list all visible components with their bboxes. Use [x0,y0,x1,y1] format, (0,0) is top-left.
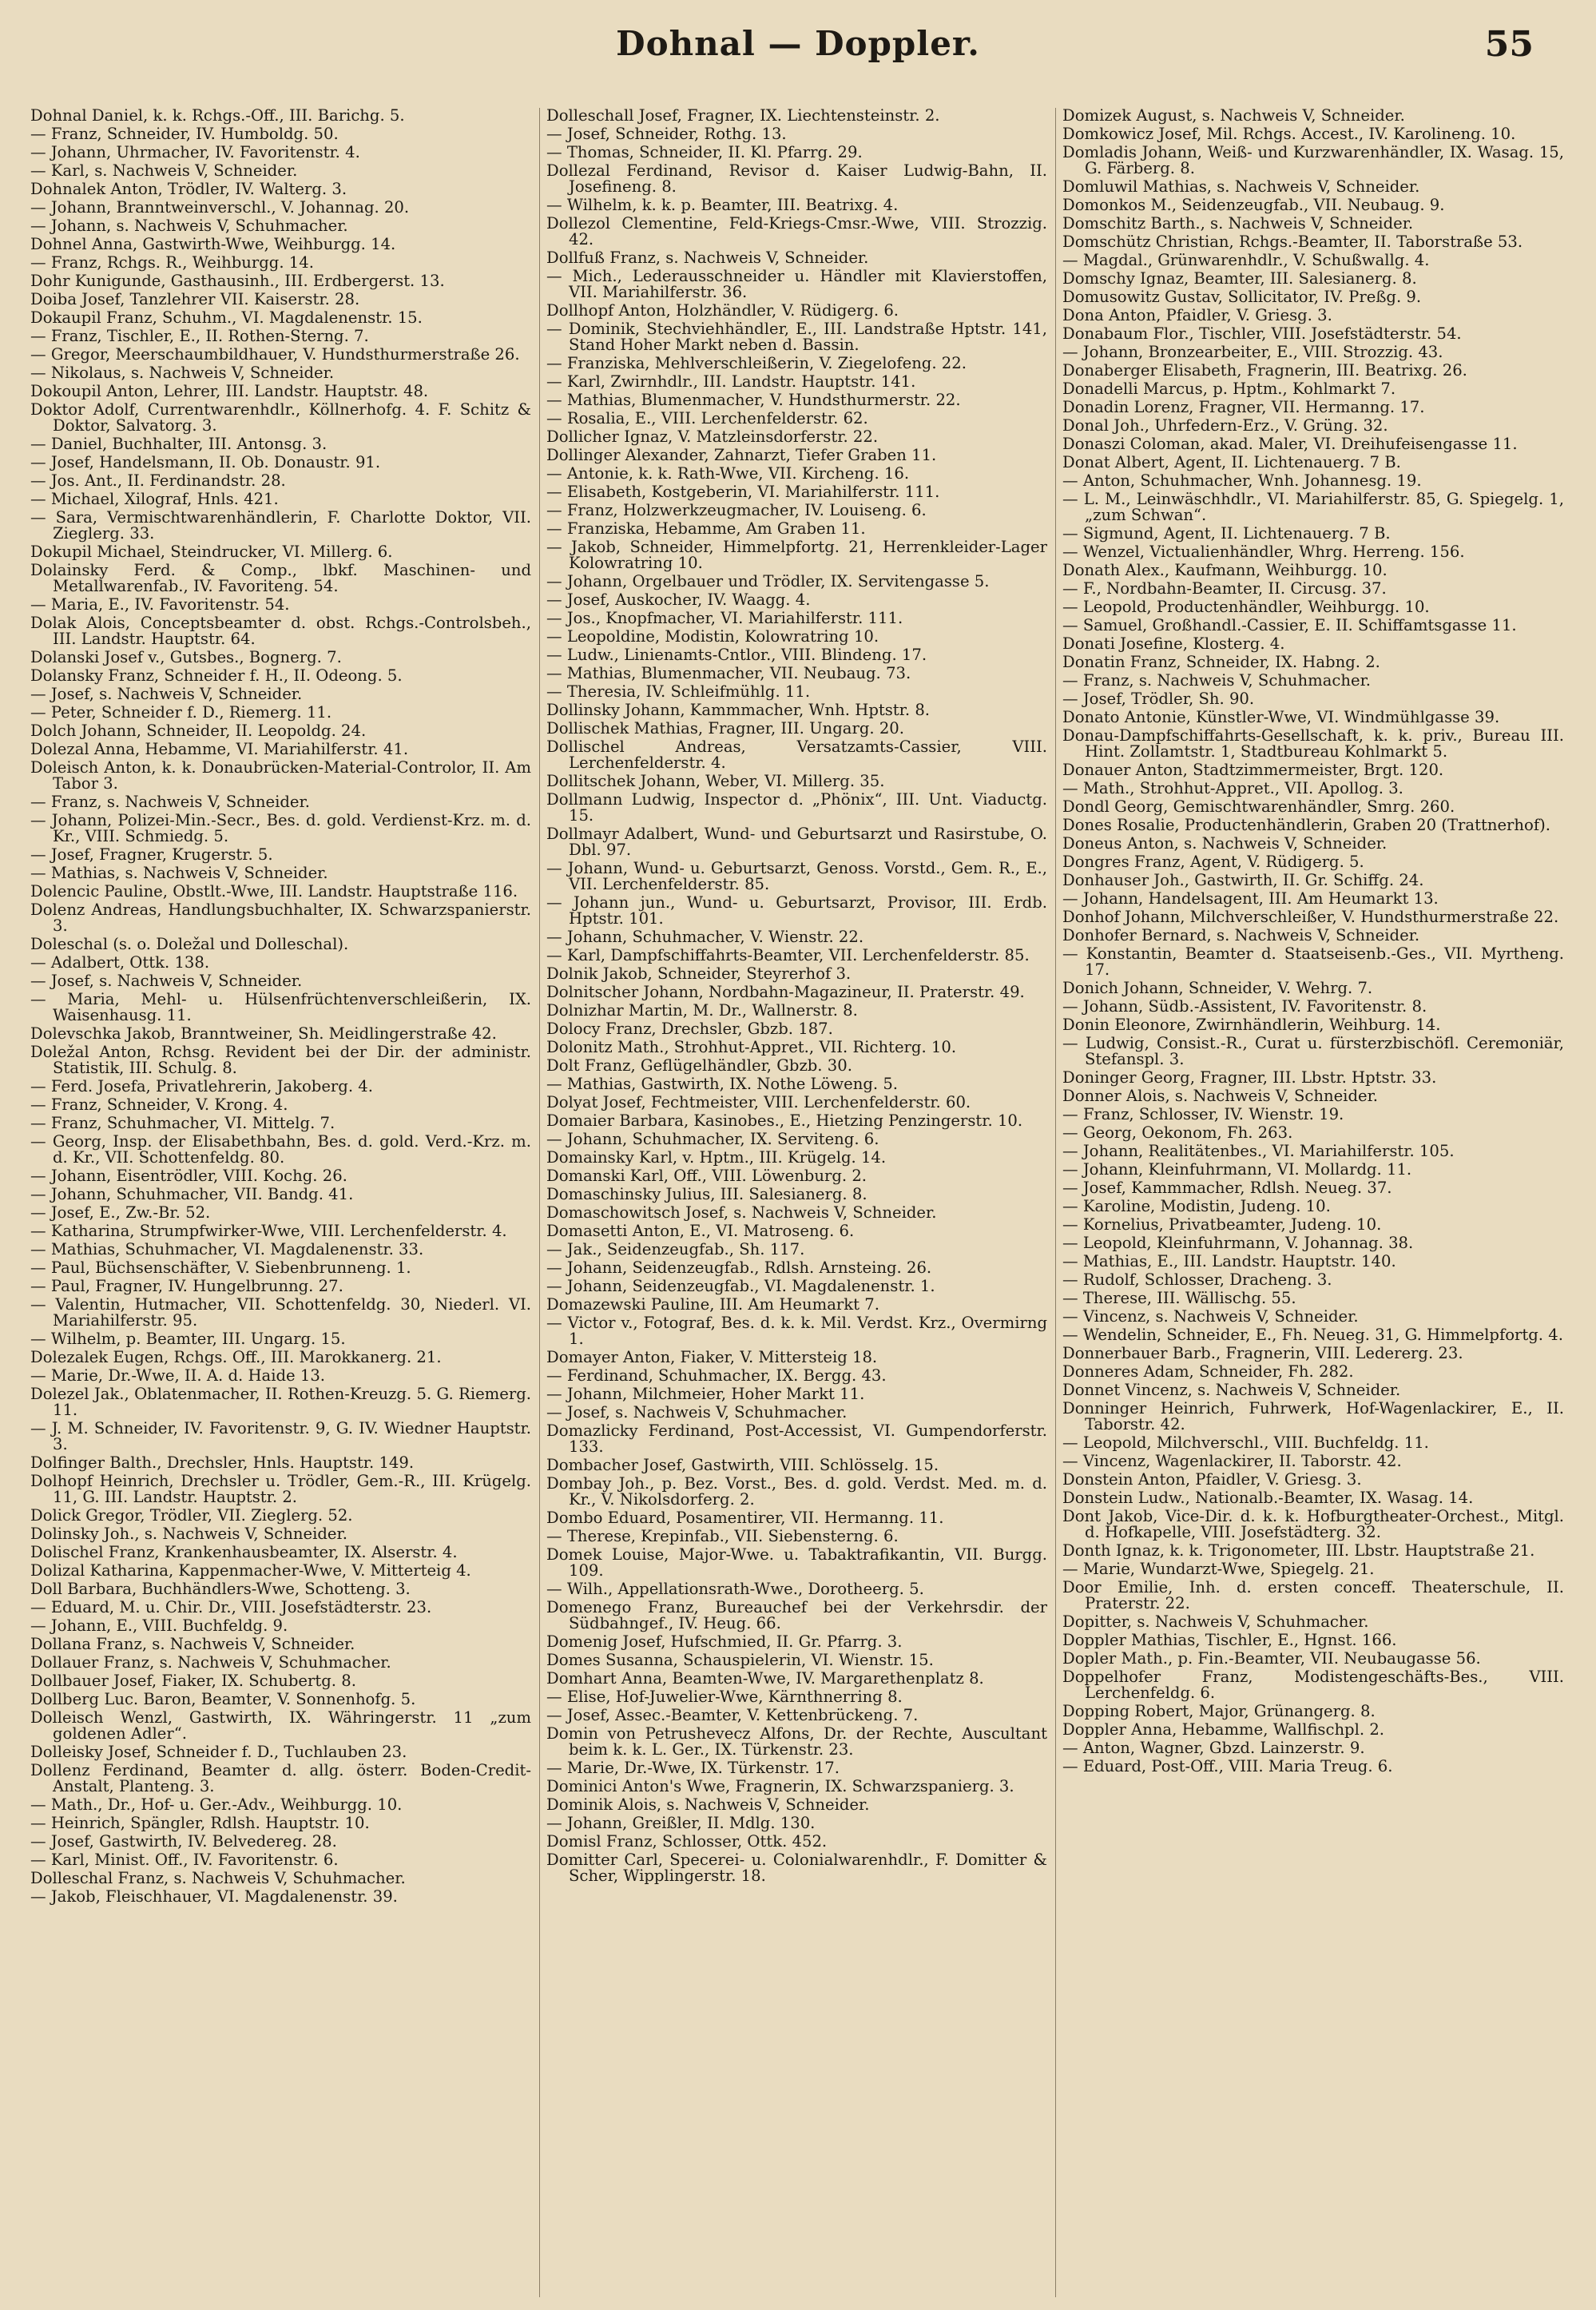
directory-entry: — Katharina, Strumpfwirker-Wwe, VIII. Lerchenfelderstr. 4. [30,1222,507,1240]
directory-entry: — Mathias, Gastwirth, IX. Nothe Löweng. 5. [546,1075,899,1093]
directory-entry: — Josef, Gastwirth, IV. Belvedereg. 28. [30,1832,337,1851]
directory-entry: — Johann, Wund- u. Geburtsarzt, Genoss. Vorstd., Gem. R., E., VII. Lerchenfelderstr. 85. [546,859,1047,893]
running-head: Dohnal — Doppler. [616,24,980,63]
directory-entry: — Paul, Fragner, IV. Hungelbrunng. 27. [30,1277,343,1295]
directory-entry: Domaschowitsch Josef, s. Nachweis V, Schneider. [546,1203,937,1222]
directory-entry: Dolleschal Franz, s. Nachweis V, Schuhmacher. [30,1869,406,1887]
directory-entry: — Jos. Ant., II. Ferdinandstr. 28. [30,471,286,490]
directory-entry: Donin Eleonore, Zwirnhändlerin, Weihburg. 14. [1062,1016,1441,1034]
directory-entry: Dombo Eduard, Posamentirer, VII. Hermanng. 11. [546,1509,944,1527]
directory-entry: — Paul, Büchsenschäfter, V. Siebenbrunneng. 1. [30,1258,411,1277]
directory-entry: Dolt Franz, Geflügelhändler, Gbzb. 30. [546,1056,852,1075]
column-2 [540,108,1056,2297]
directory-entry: — Josef, E., Zw.-Br. 52. [30,1203,211,1222]
directory-entry: — Karl, Dampfschiffahrts-Beamter, VII. Lerchenfelderstr. 85. [546,946,1030,964]
directory-entry: Dolleschall Josef, Fragner, IX. Liechtensteinstr. 2. [546,108,940,125]
directory-entry: — Franz, Rchgs. R., Weihburgg. 14. [30,253,314,272]
directory-entry: — Johann jun., Wund- u. Geburtsarzt, Provisor, III. Erdb. Hptstr. 101. [546,893,1047,928]
directory-entry: Domainsky Karl, v. Hptm., III. Krügelg. 14. [546,1148,887,1167]
directory-entry: — Josef, s. Nachweis V, Schneider. [30,685,303,703]
directory-entry: Domin von Petrushevecz Alfons, Dr. der Rechte, Auscultant beim k. k. L. Ger., IX. Türkenstr. 23. [546,1724,1047,1759]
directory-entry: — Franziska, Mehlverschleißerin, V. Ziegelofeng. 22. [546,354,967,372]
directory-entry: Domazlicky Ferdinand, Post-Accessist, VI. Gumpendorferstr. 133. [546,1421,1047,1456]
directory-entry: — Samuel, Großhandl.-Cassier, E. II. Schiffamtsgasse 11. [1062,616,1517,634]
directory-entry: Dohnel Anna, Gastwirth-Wwe, Weihburgg. 14. [30,235,396,253]
directory-entry: Dolanski Josef v., Gutsbes., Bognerg. 7. [30,648,342,666]
directory-entry: Dopping Robert, Major, Grünangerg. 8. [1062,1702,1376,1720]
directory-entry: Donhof Johann, Milchverschleißer, V. Hundsthurmerstraße 22. [1062,908,1559,926]
directory-entry: Dones Rosalie, Productenhändlerin, Graben 20 (Trattnerhof). [1062,816,1550,834]
directory-entry: — Mathias, Blumenmacher, VII. Neubaug. 73. [546,664,911,682]
directory-entry: Donnerbauer Barb., Fragnerin, VIII. Ledererg. 23. [1062,1344,1463,1362]
directory-entry: — Leopoldine, Modistin, Kolowratring 10. [546,627,879,646]
directory-entry: Doleisch Anton, k. k. Donaubrücken-Material-Controlor, II. Am Tabor 3. [30,758,531,793]
directory-entry: — F., Nordbahn-Beamter, II. Circusg. 37. [1062,579,1387,598]
directory-columns [24,108,1574,2297]
directory-entry: Dolnizhar Martin, M. Dr., Wallnerstr. 8. [546,1001,858,1020]
directory-entry: Dolyat Josef, Fechtmeister, VIII. Lerchenfelderstr. 60. [546,1093,971,1111]
directory-entry: Dolezel Jak., Oblatenmacher, II. Rothen-Kreuzg. 5. G. Riemerg. 11. [30,1385,531,1419]
directory-entry: Doppler Anna, Hebamme, Wallfischpl. 2. [1062,1720,1385,1739]
directory-entry: Doleschal (s. o. Doležal und Dolleschal). [30,935,349,953]
directory-entry: — Marie, Dr.-Wwe, II. A. d. Haide 13. [30,1366,326,1385]
directory-entry: — L. M., Leinwäschhdlr., VI. Mariahilferstr. 85, G. Spiegelg. 1, „zum Schwan“. [1062,490,1564,524]
directory-entry: Donadelli Marcus, p. Hptm., Kohlmarkt 7. [1062,380,1396,398]
directory-entry: — Mathias, Schuhmacher, VI. Magdalenenstr. 33. [30,1240,424,1258]
directory-entry: Doll Barbara, Buchhändlers-Wwe, Schotteng. 3. [30,1580,411,1598]
directory-entry: Donauer Anton, Stadtzimmermeister, Brgt. 120. [1062,761,1444,779]
directory-entry: — Daniel, Buchhalter, III. Antonsg. 3. [30,435,328,453]
directory-entry: Dolainsky Ferd. & Comp., lbkf. Maschinen- und Metallwarenfab., IV. Favoriteng. 54. [30,561,531,595]
directory-entry: — Josef, Handelsmann, II. Ob. Donaustr. 91. [30,453,381,471]
directory-entry: Donal Joh., Uhrfedern-Erz., V. Grüng. 32. [1062,416,1388,435]
directory-entry: Dollischel Andreas, Versatzamts-Cassier, VIII. Lerchenfelderstr. 4. [546,738,1047,772]
directory-entry: — Leopold, Productenhändler, Weihburgg. 10. [1062,598,1430,616]
directory-entry: — Sigmund, Agent, II. Lichtenauerg. 7 B. [1062,524,1391,543]
directory-entry: Dolinsky Joh., s. Nachweis V, Schneider. [30,1525,347,1543]
directory-entry: — Johann, Polizei-Min.-Secr., Bes. d. gold. Verdienst-Krz. m. d. Kr., VIII. Schmiedg. 5. [30,811,531,845]
directory-entry: — Magdal., Grünwarenhdlr., V. Schußwallg. 4. [1062,251,1430,269]
directory-entry: — Wilh., Appellationsrath-Wwe., Dorotheerg. 5. [546,1580,924,1598]
directory-entry: — Karl, Zwirnhdlr., III. Landstr. Hauptstr. 141. [546,372,916,391]
directory-entry: — Valentin, Hutmacher, VII. Schottenfeldg. 30, Niederl. VI. Mariahilferstr. 95. [30,1295,531,1330]
directory-entry: — Victor v., Fotograf, Bes. d. k. k. Mil. Verdst. Krz., Overmirng 1. [546,1314,1047,1348]
directory-entry: Donstein Ludw., Nationalb.-Beamter, IX. Wasag. 14. [1062,1489,1474,1507]
directory-entry: — Michael, Xilograf, Hnls. 421. [30,490,279,508]
directory-entry: Dolhopf Heinrich, Drechsler u. Trödler, Gem.-R., III. Krügelg. 11, G. III. Landstr. Hauptstr. 2. [30,1472,531,1506]
directory-entry: Dolnik Jakob, Schneider, Steyrerhof 3. [546,964,852,983]
directory-entry: — Vincenz, s. Nachweis V, Schneider. [1062,1307,1359,1326]
directory-entry: Domayer Anton, Fiaker, V. Mittersteig 18. [546,1348,878,1366]
directory-entry: Donaszi Coloman, akad. Maler, VI. Dreihufeisengasse 11. [1062,435,1518,453]
directory-entry: Dolak Alois, Conceptsbeamter d. obst. Rchgs.-Controlsbeh., III. Landstr. Hauptstr. 64. [30,614,531,648]
directory-entry: Dominik Alois, s. Nachweis V, Schneider. [546,1795,870,1814]
directory-entry: — Josef, s. Nachweis V, Schneider. [30,972,303,990]
directory-entry: Dolezal Anna, Hebamme, VI. Mariahilferstr. 41. [30,740,409,758]
directory-entry: — Jak., Seidenzeugfab., Sh. 117. [546,1240,805,1258]
directory-entry: Domanski Karl, Off., VIII. Löwenburg. 2. [546,1167,867,1185]
directory-entry: Donstein Anton, Pfaidler, V. Griesg. 3. [1062,1470,1362,1489]
directory-entry: Domenig Josef, Hufschmied, II. Gr. Pfarrg. 3. [546,1632,903,1651]
directory-entry: — Josef, Kammmacher, Rdlsh. Neueg. 37. [1062,1179,1392,1197]
directory-entry: Dokupil Michael, Steindrucker, VI. Millerg. 6. [30,543,393,561]
directory-entry: — Heinrich, Spängler, Rdlsh. Hauptstr. 10. [30,1814,370,1832]
directory-entry: Donaberger Elisabeth, Fragnerin, III. Beatrixg. 26. [1062,361,1467,380]
directory-entry: — Franziska, Hebamme, Am Graben 11. [546,519,866,538]
directory-entry: — Ludwig, Consist.-R., Curat u. fürsterzbischöfl. Ceremoniär, Stefanspl. 3. [1062,1034,1564,1068]
directory-entry: — Josef, Schneider, Rothg. 13. [546,125,787,143]
directory-entry: — Ferd. Josefa, Privatlehrerin, Jakoberg. 4. [30,1077,373,1095]
directory-entry: Dollezol Clementine, Feld-Kriegs-Cmsr.-Wwe, VIII. Strozzig. 42. [546,214,1047,248]
directory-entry: Dolezalek Eugen, Rchgs. Off., III. Marokkanerg. 21. [30,1348,442,1366]
directory-entry: — Elise, Hof-Juwelier-Wwe, Kärnthnerring 8. [546,1688,903,1706]
directory-entry: Dokaupil Franz, Schuhm., VI. Magdalenenstr. 15. [30,308,423,327]
directory-entry: — Konstantin, Beamter d. Staatseisenb.-Ges., VII. Myrtheng. 17. [1062,944,1564,979]
directory-entry: Donati Josefine, Klosterg. 4. [1062,634,1285,653]
directory-entry: — Mich., Lederausschneider u. Händler mit Klavierstoffen, VII. Mariahilferstr. 36. [546,267,1047,301]
directory-entry: Doppelhofer Franz, Modistengeschäfts-Bes., VIII. Lerchenfeldg. 6. [1062,1668,1564,1702]
directory-entry: — Anton, Schuhmacher, Wnh. Johannesg. 19. [1062,471,1422,490]
directory-entry: — Leopold, Kleinfuhrmann, V. Johannag. 38. [1062,1234,1414,1252]
directory-entry: — Eduard, M. u. Chir. Dr., VIII. Josefstädterstr. 23. [30,1598,432,1616]
directory-entry: Domladis Johann, Weiß- und Kurzwarenhändler, IX. Wasag. 15, G. Färberg. 8. [1062,143,1564,177]
directory-entry: Domek Louise, Major-Wwe. u. Tabaktrafikantin, VII. Burgg. 109. [546,1545,1047,1580]
directory-entry: Dollezal Ferdinand, Revisor d. Kaiser Ludwig-Bahn, II. Josefineng. 8. [546,161,1047,196]
directory-entry: Dollhopf Anton, Holzhändler, V. Rüdigerg. 6. [546,301,899,320]
directory-entry: Dolansky Franz, Schneider f. H., II. Odeong. 5. [30,666,403,685]
directory-entry: — Johann, Greißler, II. Mdlg. 130. [546,1814,816,1832]
directory-entry: — Johann, Seidenzeugfab., Rdlsh. Arnsteing. 26. [546,1258,932,1277]
directory-entry: — Ludw., Linienamts-Cntlor., VIII. Blindeng. 17. [546,646,927,664]
directory-entry: Dohnal Daniel, k. k. Rchgs.-Off., III. Barichg. 5. [30,108,405,125]
directory-entry: — Johann, Kleinfuhrmann, VI. Mollardg. 11. [1062,1160,1412,1179]
directory-entry: Dont Jakob, Vice-Dir. d. k. k. Hofburgtheater-Orchest., Mitgl. d. Hofkapelle, VIII. Josefstädterg. 32. [1062,1507,1564,1541]
directory-entry: — Therese, III. Wällischg. 55. [1062,1289,1296,1307]
column-3 [1056,108,1572,2297]
directory-entry: Dolleisky Josef, Schneider f. D., Tuchlauben 23. [30,1743,407,1761]
directory-entry: Dolizal Katharina, Kappenmacher-Wwe, V. Mitterteig 4. [30,1561,471,1580]
directory-entry: Donau-Dampfschiffahrts-Gesellschaft, k. k. priv., Bureau III. Hint. Zollamtstr. 1, Stadtbureau Kohlmarkt 5. [1062,726,1564,761]
directory-entry: Doležal Anton, Rchsg. Revident bei der Dir. der administr. Statistik, III. Schulg. 8. [30,1043,531,1077]
directory-entry: — Johann, Schuhmacher, IX. Serviteng. 6. [546,1130,879,1148]
directory-entry: — Dominik, Stechviehhändler, E., III. Landstraße Hptstr. 141, Stand Hoher Markt neben d. Bassin. [546,320,1047,354]
directory-entry: — Anton, Wagner, Gbzd. Lainzerstr. 9. [1062,1739,1365,1757]
directory-entry: Donadin Lorenz, Fragner, VII. Hermanng. 17. [1062,398,1425,416]
directory-entry: Door Emilie, Inh. d. ersten conceff. Theaterschule, II. Praterstr. 22. [1062,1578,1564,1612]
directory-entry: — Maria, Mehl- u. Hülsenfrüchtenverschleißerin, IX. Waisenhausg. 11. [30,990,531,1024]
directory-entry: Doiba Josef, Tanzlehrer VII. Kaiserstr. 28. [30,290,360,308]
directory-entry: — Jakob, Fleischhauer, VI. Magdalenenstr. 39. [30,1887,398,1906]
directory-entry: — Franz, Schneider, IV. Humboldg. 50. [30,125,339,143]
directory-entry: — Josef, Assec.-Beamter, V. Kettenbrückeng. 7. [546,1706,919,1724]
directory-entry: Donabaum Flor., Tischler, VIII. Josefstädterstr. 54. [1062,324,1462,343]
directory-entry: — Theresia, IV. Schleifmühlg. 11. [546,682,811,701]
directory-entry: — Franz, s. Nachweis V, Schneider. [30,793,310,811]
directory-entry: Domisl Franz, Schlosser, Ottk. 452. [546,1832,828,1851]
directory-entry: — Mathias, s. Nachweis V, Schneider. [30,864,328,882]
directory-entry: — Johann, Handelsagent, III. Am Heumarkt 13. [1062,889,1439,908]
directory-entry: Donner Alois, s. Nachweis V, Schneider. [1062,1087,1379,1105]
directory-entry: — Mathias, E., III. Landstr. Hauptstr. 140. [1062,1252,1396,1270]
directory-entry: — Wendelin, Schneider, E., Fh. Neueg. 31, G. Himmelpfortg. 4. [1062,1326,1563,1344]
directory-entry: Donnet Vincenz, s. Nachweis V, Schneider. [1062,1381,1401,1399]
directory-entry: Dollmayr Adalbert, Wund- und Geburtsarzt und Rasirstube, O. Dbl. 97. [546,825,1047,859]
directory-entry: Domschitz Barth., s. Nachweis V, Schneider. [1062,214,1414,233]
directory-entry: — Kornelius, Privatbeamter, Judeng. 10. [1062,1215,1382,1234]
directory-entry: — Marie, Dr.-Wwe, IX. Türkenstr. 17. [546,1759,840,1777]
directory-entry: Dollmann Ludwig, Inspector d. „Phönix“, III. Unt. Viaductg. 15. [546,790,1047,825]
directory-entry: Domluwil Mathias, s. Nachweis V, Schneider. [1062,177,1420,196]
directory-entry: Dominici Anton's Wwe, Fragnerin, IX. Schwarzspanierg. 3. [546,1777,1014,1795]
directory-entry: Domizek August, s. Nachweis V, Schneider. [1062,108,1405,125]
directory-entry: Donato Antonie, Künstler-Wwe, VI. Windmühlgasse 39. [1062,708,1500,726]
directory-entry: Dolch Johann, Schneider, II. Leopoldg. 24. [30,722,367,740]
directory-entry: Domschy Ignaz, Beamter, III. Salesianerg. 8. [1062,269,1417,288]
directory-entry: Dombacher Josef, Gastwirth, VIII. Schlösselg. 15. [546,1456,939,1474]
directory-entry: Domes Susanna, Schauspielerin, VI. Wienstr. 15. [546,1651,934,1669]
directory-entry: — Therese, Krepinfab., VII. Siebensterng. 6. [546,1527,899,1545]
directory-entry: — Antonie, k. k. Rath-Wwe, VII. Kircheng. 16. [546,464,910,483]
page-header [0,24,1596,96]
directory-entry: Donatin Franz, Schneider, IX. Habng. 2. [1062,653,1380,671]
directory-entry: Domazewski Pauline, III. Am Heumarkt 7. [546,1295,879,1314]
directory-entry: Dollfuß Franz, s. Nachweis V, Schneider. [546,248,869,267]
directory-entry: — J. M. Schneider, IV. Favoritenstr. 9, G. IV. Wiedner Hauptstr. 3. [30,1419,531,1453]
directory-entry: — Johann, Schuhmacher, V. Wienstr. 22. [546,928,864,946]
directory-entry: Dollicher Ignaz, V. Matzleinsdorferstr. 22. [546,427,879,446]
directory-entry: — Johann, E., VIII. Buchfeldg. 9. [30,1616,288,1635]
directory-entry: — Rosalia, E., VIII. Lerchenfelderstr. 62. [546,409,868,427]
directory-entry: — Ferdinand, Schuhmacher, IX. Bergg. 43. [546,1366,887,1385]
directory-entry: Dollischek Mathias, Fragner, III. Ungarg. 20. [546,719,904,738]
directory-entry: — Franz, Schlosser, IV. Wienstr. 19. [1062,1105,1344,1123]
directory-entry: Dolleisch Wenzl, Gastwirth, IX. Währingerstr. 11 „zum goldenen Adler“. [30,1708,531,1743]
directory-entry: Domenego Franz, Bureauchef bei der Verkehrsdir. der Südbahngef., IV. Heug. 66. [546,1598,1047,1632]
directory-entry: Domhart Anna, Beamten-Wwe, IV. Margarethenplatz 8. [546,1669,984,1688]
directory-entry: — Jakob, Schneider, Himmelpfortg. 21, Herrenkleider-Lager Kolowratring 10. [546,538,1047,572]
directory-entry: — Karl, s. Nachweis V, Schneider. [30,161,298,180]
directory-entry: — Johann, Uhrmacher, IV. Favoritenstr. 4. [30,143,360,161]
directory-entry: — Maria, E., IV. Favoritenstr. 54. [30,595,290,614]
directory-entry: Dollitschek Johann, Weber, VI. Millerg. 35. [546,772,885,790]
directory-entry: — Josef, Auskocher, IV. Waagg. 4. [546,590,811,609]
directory-entry: Donhauser Joh., Gastwirth, II. Gr. Schiffg. 24. [1062,871,1424,889]
directory-entry: — Thomas, Schneider, II. Kl. Pfarrg. 29. [546,143,863,161]
directory-entry: — Sara, Vermischtwarenhändlerin, F. Charlotte Doktor, VII. Zieglerg. 33. [30,508,531,543]
directory-entry: Dolevschka Jakob, Branntweiner, Sh. Meidlingerstraße 42. [30,1024,497,1043]
directory-entry: — Karoline, Modistin, Judeng. 10. [1062,1197,1331,1215]
directory-entry: — Josef, Fragner, Krugerstr. 5. [30,845,273,864]
directory-entry: — Johann, Orgelbauer und Trödler, IX. Servitengasse 5. [546,572,990,590]
directory-entry: Dollberg Luc. Baron, Beamter, V. Sonnenhofg. 5. [30,1690,416,1708]
directory-entry: Dokoupil Anton, Lehrer, III. Landstr. Hauptstr. 48. [30,382,429,400]
directory-entry: Domonkos M., Seidenzeugfab., VII. Neubaug. 9. [1062,196,1445,214]
directory-entry: — Johann, Seidenzeugfab., VI. Magdalenenstr. 1. [546,1277,935,1295]
directory-entry: — Jos., Knopfmacher, VI. Mariahilferstr. 111. [546,609,903,627]
directory-entry: Dollinsky Johann, Kammmacher, Wnh. Hptstr. 8. [546,701,931,719]
directory-entry: Donhofer Bernard, s. Nachweis V, Schneider. [1062,926,1420,944]
directory-entry: — Eduard, Post-Off., VIII. Maria Treug. 6. [1062,1757,1393,1775]
directory-entry: Dolfinger Balth., Drechsler, Hnls. Hauptstr. 149. [30,1453,415,1472]
directory-entry: — Josef, s. Nachweis V, Schuhmacher. [546,1403,848,1421]
directory-entry: Domitter Carl, Specerei- u. Colonialwarenhdlr., F. Domitter & Scher, Wipplingerstr. 18. [546,1851,1047,1885]
directory-entry: Dolocy Franz, Drechsler, Gbzb. 187. [546,1020,833,1038]
column-1 [24,108,540,2297]
directory-entry: — Johann, Milchmeier, Hoher Markt 11. [546,1385,865,1403]
directory-entry: — Josef, Trödler, Sh. 90. [1062,690,1255,708]
directory-entry: — Math., Strohhut-Appret., VII. Apollog. 3. [1062,779,1403,797]
directory-entry: — Elisabeth, Kostgeberin, VI. Mariahilferstr. 111. [546,483,940,501]
directory-entry: Doppler Mathias, Tischler, E., Hgnst. 166. [1062,1631,1397,1649]
directory-entry: — Wilhelm, k. k. p. Beamter, III. Beatrixg. 4. [546,196,899,214]
directory-entry: Dolencic Pauline, Obstlt.-Wwe, III. Landstr. Hauptstraße 116. [30,882,518,901]
directory-entry: Dopitter, s. Nachweis V, Schuhmacher. [1062,1612,1369,1631]
directory-entry: Donth Ignaz, k. k. Trigonometer, III. Lbstr. Hauptstraße 21. [1062,1541,1535,1560]
directory-entry: — Karl, Minist. Off., IV. Favoritenstr. 6. [30,1851,339,1869]
directory-entry: Dollauer Franz, s. Nachweis V, Schuhmacher. [30,1653,391,1672]
directory-entry: Domschütz Christian, Rchgs.-Beamter, II. Taborstraße 53. [1062,233,1523,251]
directory-entry: Donninger Heinrich, Fuhrwerk, Hof-Wagenlackirer, E., II. Taborstr. 42. [1062,1399,1564,1433]
directory-entry: — Johann, Realitätenbes., VI. Mariahilferstr. 105. [1062,1142,1455,1160]
directory-entry: Domasetti Anton, E., VI. Matroseng. 6. [546,1222,855,1240]
directory-entry: — Marie, Wundarzt-Wwe, Spiegelg. 21. [1062,1560,1375,1578]
directory-entry: — Georg, Oekonom, Fh. 263. [1062,1123,1293,1142]
directory-entry: — Math., Dr., Hof- u. Ger.-Adv., Weihburgg. 10. [30,1795,403,1814]
directory-entry: Dollana Franz, s. Nachweis V, Schneider. [30,1635,355,1653]
directory-entry: — Adalbert, Ottk. 138. [30,953,210,972]
directory-entry: Dohnalek Anton, Trödler, IV. Walterg. 3. [30,180,347,198]
directory-entry: Doninger Georg, Fragner, III. Lbstr. Hptstr. 33. [1062,1068,1437,1087]
directory-entry: Dolonitz Math., Strohhut-Appret., VII. Richterg. 10. [546,1038,957,1056]
directory-entry: Doktor Adolf, Currentwarenhdlr., Köllnerhofg. 4. F. Schitz & Doktor, Salvatorg. 3. [30,400,531,435]
directory-entry: — Georg, Insp. der Elisabethbahn, Bes. d. gold. Verd.-Krz. m. d. Kr., VII. Schottenfeldg. 80. [30,1132,531,1167]
directory-entry: — Johann, Schuhmacher, VII. Bandg. 41. [30,1185,354,1203]
directory-entry: — Vincenz, Wagenlackirer, II. Taborstr. 42. [1062,1452,1402,1470]
directory-entry: Dollinger Alexander, Zahnarzt, Tiefer Graben 11. [546,446,937,464]
directory-entry: Dolick Gregor, Trödler, VII. Zieglerg. 52. [30,1506,353,1525]
directory-entry: Domaier Barbara, Kasinobes., E., Hietzing Penzingerstr. 10. [546,1111,1023,1130]
directory-entry: Dolnitscher Johann, Nordbahn-Magazineur, II. Praterstr. 49. [546,983,1025,1001]
directory-entry: — Rudolf, Schlosser, Dracheng. 3. [1062,1270,1332,1289]
directory-entry: Dongres Franz, Agent, V. Rüdigerg. 5. [1062,853,1364,871]
directory-entry: Doneus Anton, s. Nachweis V, Schneider. [1062,834,1388,853]
directory-entry: Dolenz Andreas, Handlungsbuchhalter, IX. Schwarzspanierstr. 3. [30,901,531,935]
directory-entry: Dollbauer Josef, Fiaker, IX. Schubertg. 8. [30,1672,356,1690]
directory-entry: Domaschinsky Julius, III. Salesianerg. 8. [546,1185,867,1203]
directory-entry: — Mathias, Blumenmacher, V. Hundsthurmerstr. 22. [546,391,961,409]
directory-entry: — Gregor, Meerschaumbildhauer, V. Hundsthurmerstraße 26. [30,345,520,364]
directory-entry: Domusowitz Gustav, Sollicitator, IV. Preßg. 9. [1062,288,1422,306]
directory-entry: — Leopold, Milchverschl., VIII. Buchfeldg. 11. [1062,1433,1429,1452]
directory-entry: — Wenzel, Victualienhändler, Whrg. Herreng. 156. [1062,543,1465,561]
directory-entry: Donneres Adam, Schneider, Fh. 282. [1062,1362,1354,1381]
directory-entry: — Johann, Bronzearbeiter, E., VIII. Strozzig. 43. [1062,343,1443,361]
page-number: 55 [1484,24,1534,65]
directory-entry: Dombay Joh., p. Bez. Vorst., Bes. d. gold. Verdst. Med. m. d. Kr., V. Nikolsdorferg. 2. [546,1474,1047,1509]
directory-entry: Dolischel Franz, Krankenhausbeamter, IX. Alserstr. 4. [30,1543,458,1561]
directory-entry: — Wilhelm, p. Beamter, III. Ungarg. 15. [30,1330,346,1348]
directory-entry: — Peter, Schneider f. D., Riemerg. 11. [30,703,332,722]
directory-entry: Dondl Georg, Gemischtwarenhändler, Smrg. 260. [1062,797,1455,816]
directory-entry: Domkowicz Josef, Mil. Rchgs. Accest., IV. Karolineng. 10. [1062,125,1516,143]
directory-entry: — Johann, Eisentrödler, VIII. Kochg. 26. [30,1167,347,1185]
directory-entry: — Franz, Tischler, E., II. Rothen-Sterng. 7. [30,327,369,345]
directory-entry: — Johann, Südb.-Assistent, IV. Favoritenstr. 8. [1062,997,1427,1016]
directory-entry: — Franz, Holzwerkzeugmacher, IV. Louiseng. 6. [546,501,927,519]
directory-entry: Dohr Kunigunde, Gasthausinh., III. Erdbergerst. 13. [30,272,445,290]
directory-entry: Donat Albert, Agent, II. Lichtenauerg. 7 B. [1062,453,1401,471]
directory-entry: Dollenz Ferdinand, Beamter d. allg. österr. Boden-Credit-Anstalt, Planteng. 3. [30,1761,531,1795]
directory-entry: Dopler Math., p. Fin.-Beamter, VII. Neubaugasse 56. [1062,1649,1481,1668]
directory-entry: Donath Alex., Kaufmann, Weihburgg. 10. [1062,561,1388,579]
directory-entry: — Franz, s. Nachweis V, Schuhmacher. [1062,671,1372,690]
directory-entry: Donich Johann, Schneider, V. Wehrg. 7. [1062,979,1373,997]
directory-entry: Dona Anton, Pfaidler, V. Griesg. 3. [1062,306,1332,324]
directory-entry: — Franz, Schneider, V. Krong. 4. [30,1095,288,1114]
directory-entry: — Johann, Branntweinverschl., V. Johannag. 20. [30,198,410,217]
directory-entry: — Nikolaus, s. Nachweis V, Schneider. [30,364,335,382]
directory-entry: — Johann, s. Nachweis V, Schuhmacher. [30,217,348,235]
directory-entry: — Franz, Schuhmacher, VI. Mittelg. 7. [30,1114,335,1132]
